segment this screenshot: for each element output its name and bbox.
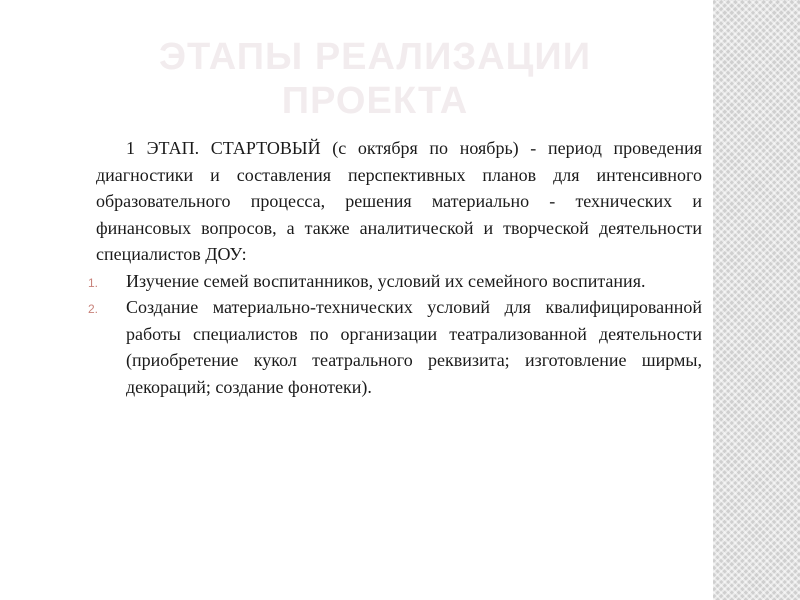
list-item xyxy=(88,268,702,295)
list-item xyxy=(88,294,702,400)
slide-title: ЭТАПЫ РЕАЛИЗАЦИИ ПРОЕКТА xyxy=(158,36,592,122)
decorative-side-band xyxy=(713,0,800,600)
intro-paragraph: 1 ЭТАП. СТАРТОВЫЙ (с октября по ноябрь) - период проведения диагностики и составления перспективных планов для интенсивного образовательного процесса, решения материально - технических и финансовых вопросов, а также аналитической и творческой деятельности специалистов ДОУ: xyxy=(96,138,702,264)
list-item-text: Изучение семей воспитанников, условий их семейного воспитания. xyxy=(126,270,646,291)
list-item-text: Создание материально-технических условий для квалифицированной работы специалистов по организации театрализованной деятельности (приобретение кукол театрального реквизита; изготовление ширмы, декораций; создание фонотеки). xyxy=(126,297,702,397)
slide-body xyxy=(88,135,702,400)
list-item-number: 1. xyxy=(88,275,99,290)
list-item-number: 2. xyxy=(88,302,99,316)
steps-list xyxy=(88,268,702,401)
